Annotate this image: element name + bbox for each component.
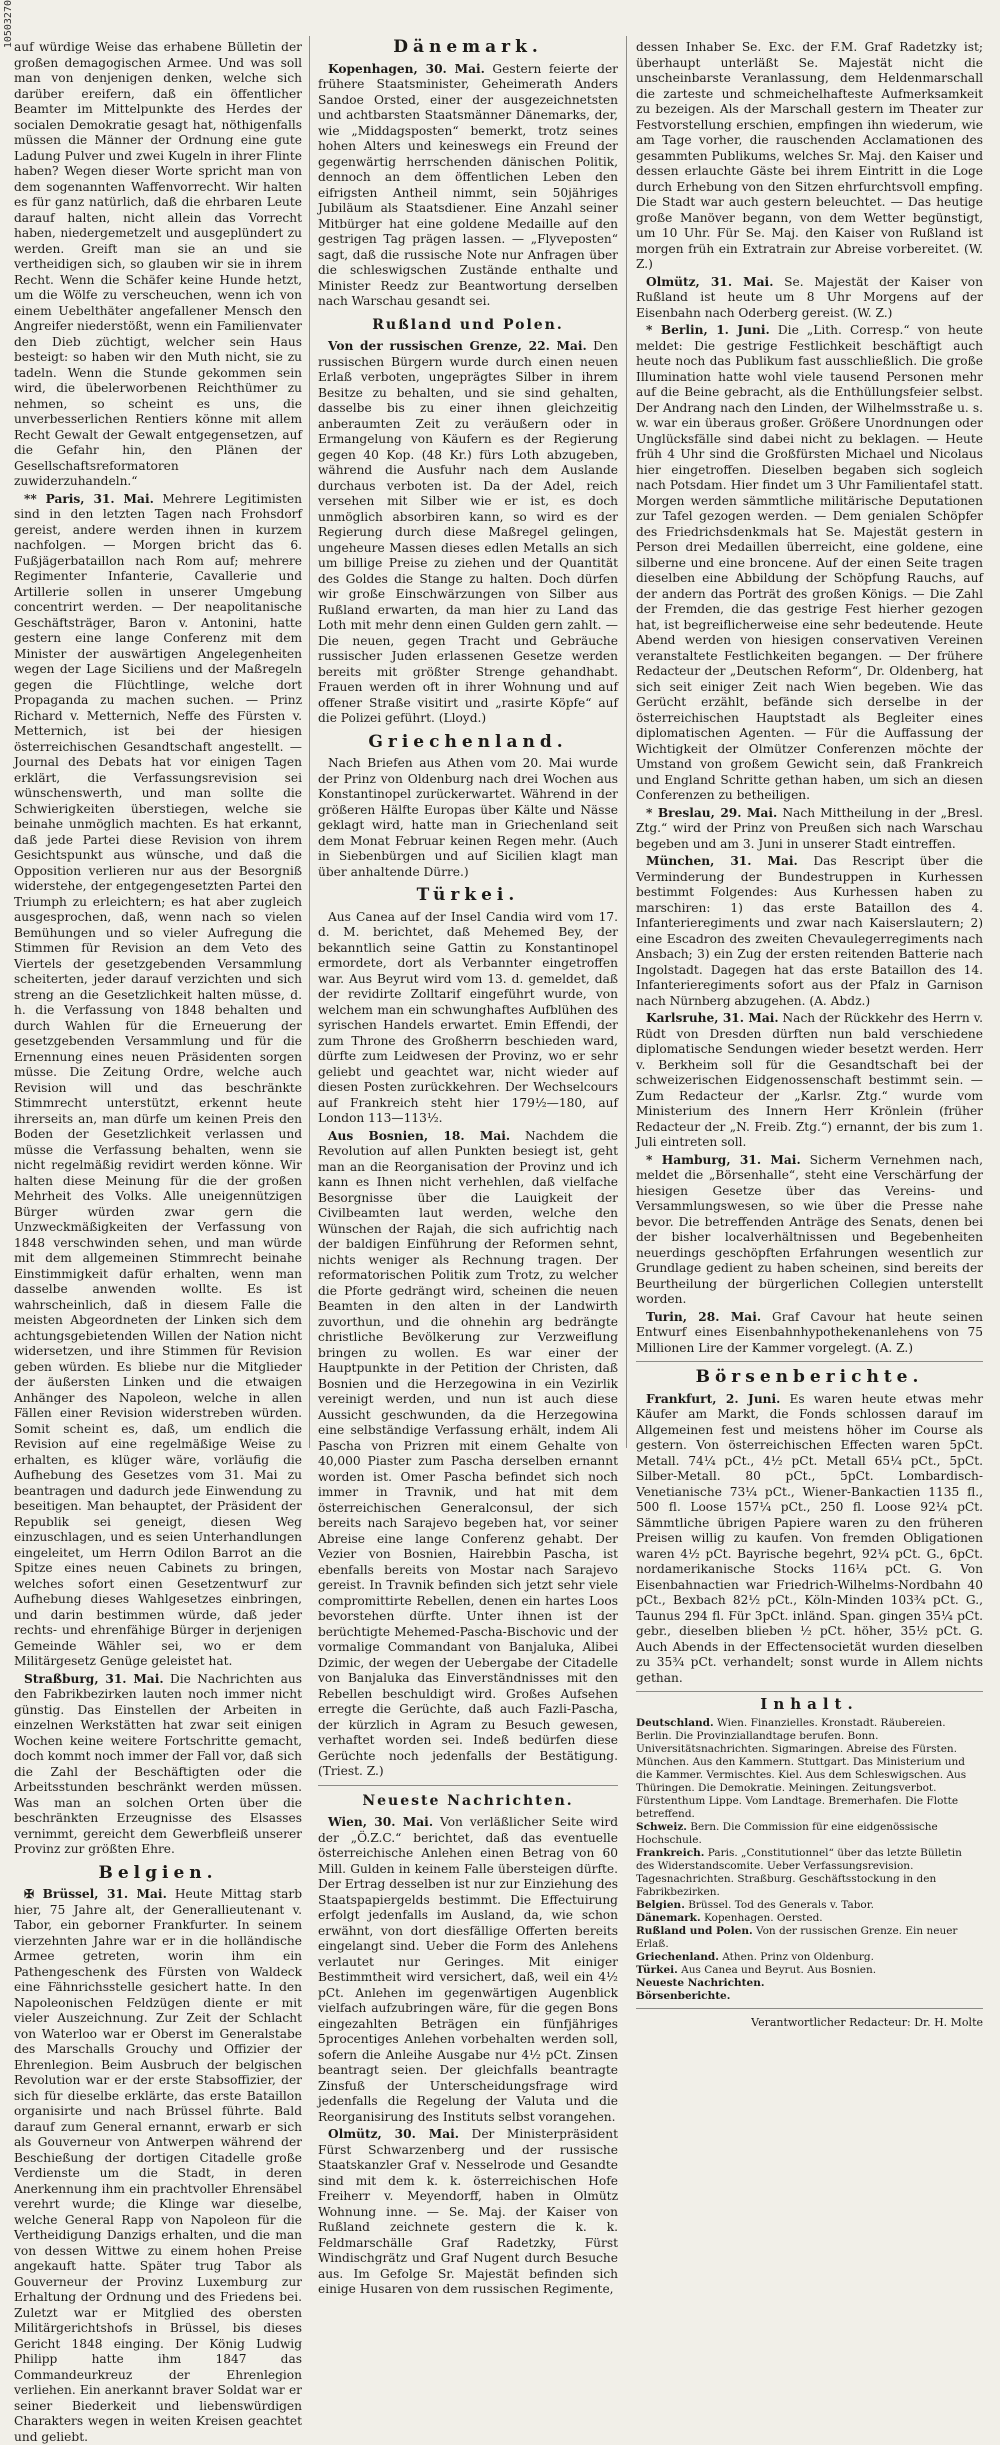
dateline: Frankfurt, 2. Juni. [646,1391,781,1406]
article-karlsruhe [636,1011,983,1151]
index-entry-text: Bern. Die Commission für eine eidgenössische Hochschule. [636,1820,938,1846]
dateline: Straßburg, 31. Mai. [24,1671,164,1686]
article-turin [636,1310,983,1357]
section-heading: Neueste Nachrichten. [362,1792,574,1809]
section-heading: Dänemark. [393,37,543,57]
index-entry [636,1990,983,2003]
article-text: Graf Cavour hat heute seinen Entwurf eines Eisenbahnhypothekenanlehens von 75 Millionen Lire der Kammer vorgelegt. (A. Z.) [636,1309,984,1355]
editor-signature: Verantwortlicher Redacteur: Dr. H. Molte [751,2015,983,2029]
dateline: Olmütz, 30. Mai. [328,2127,460,2141]
article-text: Die „Lith. Corresp.“ von heute meldet: Die gestrige Festlichkeit beschäftigt auch heute noch das Publikum fast ausschließlich. Die große Illumination hatte wohl viele tausend Personen mehr auf die Beine gebracht, als die Enthüllungsfeier selbst. Der Andrang nach den Linden, der Wilhelmsstraße u. s. w. war ein überaus großer. Größere Unordnungen oder Unglücksfälle sind dabei nicht zu beklagen. — Heute früh 4 Uhr sind die Großfürsten Michael und Nicolaus hier eingetroffen. Dieselben begaben sich sogleich nach Potsdam. Hier findet um 3 Uhr Familientafel statt. Morgen werden sämmtliche militärische Deputationen zur Tafel gezogen werden. — Dem genialen Schöpfer des Friedrichsdenkmals hat Se. Majestät gestern in Person drei Medaillen überreicht, eine goldene, eine silberne und eine broncene. Auf der einen Seite tragen dieselben eine Abbildung der Schöpfung Rauchs, auf der andern das Porträt des großen Königs. — Die Zahl der Fremden, die das gestrige Fest hierher gezogen hat, ist begreiflicherweise eine sehr bedeutende. Heute Abend werden von hiesigen conservativen Vereinen veranstaltete Festlichkeiten begangen. — Der frühere Redacteur der „Deutschen Reform“, Dr. Oldenberg, hat sich seit einiger Zeit nach Wien begeben. Wie das Gerücht erzählt, befände sich derselbe in der österreichischen Hauptstadt als Begleiter eines diplomatischen Agenten. — Für die Auffassung der Wichtigkeit der Olmützer Conferenzen möchte der Umstand von großem Gewicht sein, daß Frankreich und England Schritte gethan haben, um sich an diesen Conferenzen zu betheiligen. [636,323,983,802]
section-heading: Rußland und Polen. [372,316,564,333]
article-kopenhagen [318,62,618,310]
dateline: Turin, 28. Mai. [646,1309,762,1324]
column-rule [626,36,627,1448]
article-text: Der Ministerpräsident Fürst Schwarzenberg und der russische Staatskanzler Graf v. Nesselrode und Gesandte sind mit dem k. k. österreichischen Hofe Freiherr v. Meyendorff, haben in Olmütz Wohnung inne. — Se. Maj. der Kaiser von Rußland zeichnete gestern die k. k. Feldmarschälle Graf Radetzky, Fürst Windischgrätz und Graf Nugent durch Besuche aus. Im Gefolge Sr. Majestät befinden sich einige Husaren von dem russischen Regimente, [318,2127,618,2296]
article-text: Nach Mittheilung in der „Bresl. Ztg.“ wird der Prinz von Preußen sich nach Warschau begeben und am 3. Juni in unserer Stadt eintreffen. [636,805,983,851]
article-breslau [636,806,983,853]
dateline: Wien, 30. Mai. [328,1815,434,1829]
index-entry [636,1925,983,1951]
article-text: Von verläßlicher Seite wird der „Ö.Z.C.“ berichtet, daß das eventuelle österreichische Anlehen einen Betrag von 60 Mill. Gulden in keinem Falle übersteigen dürfte. Der Ertrag desselben ist nur zur Einziehung des Staatspapiergelds bestimmt. Die Effectuirung erfolgt jedenfalls im Ausland, da, wie schon erwähnt, von dort diesfällige Offerten bereits eingelangt sind. Ueber die Form des Anlehens verlautet nur Geringes. Mit einiger Bestimmtheit wird versichert, daß, weil ein 4½ pCt. Anlehen im gegenwärtigen Augenblick vielfach aufzubringen wäre, für die gegen Bons eingezahlten Beträgen ein fünfjähriges 5procentiges Anlehen vorbehalten werden soll, sofern die Anleihe Ausgabe nur 4½ pCt. Zinsen beantragt seien. Der gleichfalls beantragte Zinsfuß der Unterscheidungsfrage wird jedenfalls die Regelung der Valuta und die Reorganisirung des Instituts selbst vorangehen. [318,1815,618,2124]
index-entry-text: Athen. Prinz von Oldenburg. [718,1950,874,1963]
article-text: Das Rescript über die Verminderung der Bundestruppen in Kurhessen bestimmt Folgendes: Aus Kurhessen haben zu marschiren: 1) das erste Bataillon des 4. Infanterieregiments und zwar nach Kaiserslautern; 2) eine Escadron des zweiten Chevaulegerregiments nach Ansbach; 3) ein Zug der ersten reitenden Batterie nach Ingolstadt. Dagegen hat das erste Bataillon des 14. Infanterieregiments sofort aus der Pfalz in Garnison nach Nürnberg abzugehen. (A. Abdz.) [636,854,983,1008]
dateline: * Hamburg, 31. Mai. [646,1152,801,1167]
article-text: Sicherm Vernehmen nach, meldet die „Börsenhalle“, steht eine Verschärfung der hiesigen Gesetze über das Vereins- und Versammlungswesen, so wie über die Presse nahe bevor. Die betreffenden Anträge des Senats, denen bei der bisher localverhältnissen und Begebenheiten neuerdings geschöpften Erfahrungen wesentlich zur Grundlage gedient zu haben scheinen, sind bereits der Beurtheilung der bürgerlichen Collegien unterstellt worden. [636,1152,983,1306]
index-entry-text: Aus Canea und Beyrut. Aus Bosnien. [677,1963,877,1976]
article-text: Se. Majestät der Kaiser von Rußland ist heute um 8 Uhr Morgens auf der Eisenbahn nach Oderberg gereist. (W. Z.) [636,274,983,320]
article-strassburg [14,1672,302,1858]
index-entry-text: Wien. Finanzielles. Kronstadt. Räubereien. Berlin. Die Provinziallandtage berufen. Bonn. Universitätsnachrichten. Sigmaringen. Abreise des Fürsten. München. Aus den Kammern. Stuttgart. Das Ministerium und die Kammer. Vermischtes. Kiel. Aus dem Schleswigschen. Aus Thüringen. Die Demokratie. Meiningen. Zeitungsverbot. Fürstenthum Lippe. Vom Landtage. Bremerhafen. Die Flotte betreffend. [636,1716,967,1820]
article-text: Heute Mittag starb hier, 75 Jahre alt, der Generallieutenant v. Tabor, ein geborner Frankfurter. In seinem vierzehnten Jahre war er in die holländische Armee getreten, worin ihm ein Pathengeschenk des Fürsten von Waldeck eine Fähnrichsstelle gesichert hatte. In den Napoleonischen Feldzügen diente er mit vieler Auszeichnung. Zur Zeit der Schlacht von Waterloo war er Oberst im Generalstabe des Marschalls Grouchy und Offizier der Ehrenlegion. Beim Ausbruch der belgischen Revolution war er der erste Stabsoffizier, der sich für dieselbe erklärte, das erste Bataillon organisirte und nach Brüssel führte. Bald darauf zum General ernannt, erwarb er sich als Gouverneur von Antwerpen während der Beschießung der dortigen Citadelle große Verdienste um die Stadt, in deren Anerkennung ihm ein prachtvoller Ehrensäbel verehrt wurde; die Klinge war dieselbe, welche General Rapp von Napoleon für die Vertheidigung Danzigs erhalten, und die man von dessen Wittwe zu einem hohen Preise angekauft hatte. Später trug Tabor als Gouverneur der Provinz Luxemburg zur Erhaltung der Ordnung und des Friedens bei. Zuletzt war er Mitglied des obersten Militärgerichtshofs in Brüssel, bis dieses Gericht 1848 einging. Der König Ludwig Philipp hatte ihm 1847 das Commandeurkreuz der Ehrenlegion verliehen. Ein anerkannt braver Soldat war er seiner Biederkeit und liebenswürdigen Charakters wegen in weiten Kreisen geachtet und geliebt. [14,1887,302,2444]
column-right [636,40,984,2029]
divider [636,2008,983,2009]
dateline: ✠ Brüssel, 31. Mai. [24,1887,167,1901]
dateline: * Berlin, 1. Juni. [646,323,770,337]
divider [318,1785,618,1786]
index-entry-country: Neueste Nachrichten. [636,1976,765,1989]
index-entry-text: Von der russischen Grenze. Ein neuer Erlaß. [636,1924,958,1950]
article-text: Gestern feierte der frühere Staatsminister, Geheimerath Anders Sandoe Orsted, einer der ausgezeichnetsten und achtbarsten Staatsmänner Dänemarks, der, wie „Middagsposten“ bemerkt, trotz seines hohen Alters und keineswegs ein Freund der gegenwärtig herrschenden dänischen Politik, dennoch an dem öffentlichen Leben den eifrigsten Antheil nimmt, sein 50jähriges Jubiläum als Staatsdiener. Eine Anzahl seiner Mitbürger hat eine goldene Medaille auf den gestrigen Tag prägen lassen. — „Flyveposten“ sagt, daß die russische Note nur Anfragen über die schleswigschen Zustände enthalte und Minister Reedz zur Beantwortung derselben nach Warschau gesandt sei. [318,61,618,308]
index-entry [636,1977,983,1990]
article-bruessel [14,1887,302,2445]
article-text: Nach der Rückkehr des Herrn v. Rüdt von Dresden dürften nun bald verschiedene diplomatische Sendungen wieder besetzt werden. Herr v. Berkheim soll für die Gesandtschaft bei der schweizerischen Eidgenossenschaft bestimmt sein. — Zum Redacteur der „Karlsr. Ztg.“ wurde vom Ministerium des Innern Herr Krönlein (früher Redacteur der „N. Freib. Ztg.“) ernannt, der bis zum 1. Juli eintreten soll. [636,1011,983,1149]
index-entry-text: Paris. „Constitutionnel“ über das letzte Bülletin des Widerstandscomite. Ueber Verfassungsrevision. Tagesnachrichten. Straßburg. Geschäftsstockung in den Fabrikbezirken. [636,1846,962,1898]
article-text: Nach Briefen aus Athen vom 20. Mai wurde der Prinz von Oldenburg nach drei Wochen aus Konstantinopel zurückerwartet. Während in der größeren Hälfte Europas über Kälte und Nässe geklagt wird, hatte man in Griechenland seit dem Monat Februar keinen Regen mehr. (Auch in Siebenbürgen und auf Sicilien klagt man über anhaltende Dürre.) [318,756,618,879]
article-paris [14,492,302,1670]
dateline: Aus Bosnien, 18. Mai. [328,1128,511,1143]
article-olmuetz [318,2127,618,2298]
column-rule [309,36,310,1448]
article-text: auf würdige Weise das erhabene Bülletin der großen demagogischen Armee. Und was soll man von denjenigen denken, welche sich darüber ereifern, daß ein öffentlicher Beamter im Mittelpunkte des Herdes der socialen Demokratie gesagt hat, nöthigenfalls müssen die Männer der Ordnung eine gute Ladung Pulver und zwei Kugeln in ihrer Flinte haben? Wegen dieser Worte spricht man von dem sogenannten Waffenvorrecht. Wir halten es für ganz natürlich, daß die ehrbaren Leute darauf halten, nicht allein das Vorrecht haben, niedergemetzelt und ausgeplündert zu werden. Greift man sie an und sie vertheidigen sich, so glauben wir sie in ihrem Recht. Wenn die Schäfer keine Hunde hetzt, um die Wölfe zu verscheuchen, wenn ich von einem Uebelthäter angefallener Mensch den Angreifer niederstößt, wenn ein Familienvater den Dieb züchtigt, welcher sein Haus besteigt: so haben wir den Muth nicht, sie zu tadeln. Wenn die Stunde gekommen sein wird, die übelerworbenen Reichthümer zu nehmen, so scheint es uns, die unverbesserlichen Rentiers könne mit allem Recht Gewalt der Gewalt entgegensetzen, auf die Gefahr hin, den Plänen der Gesellschaftsreformatoren zuwiderzuhandeln.“ [14,40,302,488]
index-entry [636,1912,983,1925]
dateline: Von der russischen Grenze, 22. Mai. [328,339,587,353]
index-entry [636,1899,983,1912]
index-entry-country: Dänemark. [636,1911,701,1924]
dateline: ** Paris, 31. Mai. [24,491,154,506]
index-entry [636,1847,983,1899]
column-middle [318,37,619,2296]
index-entry-country: Türkei. [636,1963,678,1976]
dateline: Kopenhagen, 30. Mai. [328,61,485,76]
dateline: München, 31. Mai. [646,854,798,868]
article-text: Es waren heute etwas mehr Käufer am Markt, die Fonds schlossen darauf im Allgemeinen fest und meistens höher im Course als gestern. Von österreichischen Effecten waren 5pCt. Metall. 74¼ pCt., 4½ pCt. Metall 65¼ pCt., 5pCt. Silber-Metall. 80 pCt., 5pCt. Lombardisch-Venetianische 73¼ pCt., Wiener-Bankactien 1135 fl., 500 fl. Loose 157¼ pCt., 250 fl. Loose 92¼ pCt. Sämmtliche übrigen Papiere waren zu den früheren Preisen willig zu kaufen. Von fremden Obligationen waren 4½ pCt. Bayrische begehrt, 92¼ pCt. G., 6pCt. nordamerikanische Stocks 116¼ pCt. G. Von Eisenbahnactien war Friedrich-Wilhelms-Nordbahn 40 pCt., Bexbach 82½ pCt., Köln-Minden 103¾ pCt. G., Taunus 294 fl. Für 3pCt. inländ. Span. gingen 35¼ pCt. gebr., dieselben blieben ½ pCt. höher, 35½ pCt. G. Auch Abends in der Effectensocietät wurden dieselben zu 35¾ pCt. verhandelt; sonst wurde in Allem nichts gethan. [636,1391,984,1685]
dateline: Karlsruhe, 31. Mai. [646,1011,779,1025]
dateline: Olmütz, 31. Mai. [646,274,774,289]
index-entry-country: Schweiz. [636,1820,687,1833]
article-hamburg [636,1153,983,1308]
article-olmuetz-31 [636,275,983,322]
article-text: Mehrere Legitimisten sind in den letzten Tagen nach Frohsdorf gereist, andere werden ihnen in kurzem nachfolgen. — Morgen bricht das 6. Fußjägerbataillon nach Rom auf; mehrere Regimenter Infanterie, Cavallerie und Artillerie sollen in unserer Umgebung concentrirt werden. — Der neapolitanische Geschäftsträger, Baron v. Antonini, hatte gestern eine lange Conferenz mit dem Minister der auswärtigen Angelegenheiten wegen der Lage Siciliens und der Maßregeln gegen die Flüchtlinge, welche dort Propaganda zu machen suchen. — Prinz Richard v. Metternich, Neffe des Fürsten v. Metternich, ist bei der hiesigen österreichischen Gesandtschaft angestellt. — Journal des Debats hat vor einigen Tagen erklärt, die Verfassungsrevision sei wünschenswerth, und man sollte die Schwierigkeiten überstiegen, welche sie beinahe unmöglich machten. Es hat erkannt, daß jede Partei diese Revision von ihrem Gesichtspunkt aus wünsche, und daß die Opposition verlieren nur aus der Besorgniß widerstehe, der entgegengesetzten Partei den Triumph zu erleichtern; es hat aber zugleich ausgesprochen, daß, wenn nach so vielen Bemühungen und so vieler Aufregung die Stimmen für Revision an dem Veto des Viertels der gesetzgebenden Versammlung scheiterten, jeder darauf verzichten und sich streng an die Gesetzlichkeit halten müsse, d. h. die Verfassung von 1848 behalten und durch Wahlen für die Erneuerung der gesetzgebenden Versammlung und für die Ernennung eines neuen Präsidenten sorgen müsse. Die Zeitung Ordre, welche auch Revision will und das beschränkte Stimmrecht unterstützt, erkennt heute ihrerseits an, man dürfe um keinen Preis den Boden der Gesetzlichkeit verlassen und müsse die Verfassung behalten, wenn sie nicht regelmäßig revidirt werden könne. Wir halten diese Meinung für die der großen Mehrheit des Volks. Alle uneigennützigen Bürger würden zwar gern die Unzweckmäßigkeiten der Verfassung von 1848 verschwinden sehen, und man würde mit dem allgemeinen Stimmrecht beinahe Einstimmigkeit dafür erhalten, wenn man dasselbe anwenden wollte. Es ist wahrscheinlich, daß in diesem Falle die meisten Abgeordneten der Linken sich dem achtungsgebietenden Willen der Nation nicht widersetzen, und ihre Stimmen für Revision geben würden. Es bliebe nur die Mitglieder der äußersten Linken und die etwaigen Anhänger des Napoleon, welche in allen Fällen einer Revision widerstreben würden. Somit scheint es, daß, um endlich die Revision auf eine regelmäßige Weise zu erhalten, es klüger wäre, vorläufig die Aufhebung des Gesetzes vom 31. Mai zu beantragen und dadurch jede Einwendung zu beseitigen. Man behauptet, der Präsident der Republik sei geneigt, diesen Weg einzuschlagen, und es seien Unterhandlungen eingeleitet, um Herrn Odilon Barrot an die Spitze eines neuen Cabinets zu bringen, welches sofort einen Gesetzentwurf zur Aufhebung dieses Wahlgesetzes einbringen, und darin bestimmen würde, daß jeder rechts- und ehrenfähige Bürger in derjenigen Gemeinde Wähler sei, wo er dem Militärgesetz Genüge geleistet hat. [14,491,302,1668]
index-entry [636,1964,983,1977]
index-entry-country: Rußland und Polen. [636,1924,753,1937]
index-entry-country: Deutschland. [636,1716,714,1729]
index-entry-text: Kopenhagen. Oersted. [700,1911,823,1924]
article-berlin [636,323,983,804]
divider [636,1361,983,1362]
index-entry-text: Brüssel. Tod des Generals v. Tabor. [684,1898,874,1911]
dateline: * Breslau, 29. Mai. [646,805,778,820]
index-entry [636,1821,983,1847]
article-muenchen [636,854,983,1009]
article-text: Den russischen Bürgern wurde durch einen neuen Erlaß verboten, ungeprägtes Silber in ihrem Besitze zu behalten, und sie sind gehalten, dasselbe bis zu einer ihnen gleichzeitig anberaumten Zeit zu veräußern oder in Ermangelung von Käufern es der Regierung gegen 40 Kop. (48 Kr.) fürs Loth abzugeben, während die Ausfuhr nach dem Auslande durchaus verboten ist. Da der Adel, reich versehen mit Silber wie er ist, es doch unmöglich absorbiren kann, so wird es der Regierung durch diese Maßregel gelingen, ungeheure Massen dieses edlen Metalls an sich um billige Preise zu ziehen und der Quantität des Goldes die Stange zu halten. Doch dürfen wir große Einschwärzungen von Silber aus Rußland erwarten, da man hier zu Land das Loth mit mehr denn einen Gulden gern zahlt. — Die neuen, gegen Tracht und Gebräuche russischer Juden erlassenen Gesetze werden bereits mit größter Strenge gehandhabt. Frauen werden oft in ihrer Wohnung und auf offener Straße visitirt und „rasirte Köpfe“ auf die Polizei geführt. (Lloyd.) [318,339,618,725]
index-entry-country: Belgien. [636,1898,685,1911]
section-heading: Türkei. [416,885,520,905]
index-entry-country: Griechenland. [636,1950,719,1963]
archive-stamp: 10503270 [3,0,14,49]
article-grenze [318,339,618,727]
index-entry-country: Börsenberichte. [636,1989,731,2002]
article-frankfurt [636,1392,983,1687]
index-entry [636,1717,983,1821]
column-left [14,40,302,2444]
section-heading: Griechenland. [368,731,568,752]
article-text: Die Nachrichten aus den Fabrikbezirken lauten noch immer nicht günstig. Das Einstellen der Arbeiten in einzelnen Werkstätten hat zwar seit einigen Wochen keine weitere Fortschritte gemacht, doch kommt noch immer der Fall vor, daß sich die Zahl der Beschäftigten oder die Arbeitsstunden beschränkt werden müssen. Was man an solchen Orten über die beschränkten Erzeugnisse des Elsasses vernimmt, gereicht dem Gewerbfleiß unserer Provinz zur größten Ehre. [14,1671,302,1856]
index-entry [636,1951,983,1964]
index-entry-country: Frankreich. [636,1846,705,1859]
divider [636,1691,983,1692]
article-text: Aus Canea auf der Insel Candia wird vom 17. d. M. berichtet, daß Mehemed Bey, der bekanntlich seine Gattin zu Konstantinopel ermordete, dort als Verbannter eingetroffen war. Aus Beyrut wird vom 13. d. gemeldet, daß der revidirte Zolltarif eingeführt wurde, von welchem man ein schwunghaftes Aufblühen des syrischen Handels erwartet. Emin Effendi, der zum Throne des Großherrn beschieden ward, dürfte zum Leidwesen der Provinz, wo er sehr geliebt und geachtet war, nicht wieder auf diesen Posten zurückkehren. Der Wechselcours auf Frankreich steht hier 179½—180, auf London 113—113½. [318,909,618,1125]
article-wien [318,1815,618,2125]
article-bosnien [318,1129,618,1780]
section-heading: Börsenberichte. [695,1367,924,1387]
article-text: Nachdem die Revolution auf allen Punkten besiegt ist, geht man an die Reorganisation der Provinz und ich kann es Ihnen nicht verhehlen, daß vielfache Besorgnisse über die Lauigkeit der Civilbeamten laut werden, welche den Wünschen der Rajah, die sich aufrichtig nach der baldigen Einführung der Reformen sehnt, nichts weniger als Rechnung tragen. Der reformatorischen Politik zum Trotz, zu welcher die Pforte gedrängt wird, scheinen die neuen Beamten in den alten in der Landwirth zuvorthun, und die ohnehin arg bedrängte christliche Bevölkerung zur Verzweiflung bringen zu wollen. Es war einer der Hauptpunkte in der Petition der Christen, daß Bosnien und die Herzegowina in ein Vezirlik vereinigt werden, und nun ist auch diese Aussicht geschwunden, da die Herzegowina eine selbständige Verfassung erhält, indem Ali Pascha von Prizren mit einem Gehalte von 40,000 Piaster zum Pascha derselben ernannt worden ist. Omer Pascha befindet sich noch immer in Travnik, und hat mit dem österreichischen Generalconsul, der sich bereits nach Sarajevo begeben hat, vor seiner Abreise eine lange Conferenz gehabt. Der Vezier von Bosnien, Hairebbin Pascha, ist ebenfalls bereits von Mostar nach Sarajevo gereist. In Travnik befinden sich jetzt sehr viele compromittirte Rebellen, denen ein hartes Loos bevorstehen dürfte. Unter ihnen ist der berüchtigte Mehemed-Pascha-Bischovic und der vormalige Commandant von Banjaluka, Alibei Dzimic, der wegen der Uebergabe der Citadelle von Banjaluka das Einverständnisses mit den Rebellen beschuldigt wird. Großes Aufsehen erregte die Gerüchte, daß auch Fazli-Pascha, der kürzlich in Agram zu Besuch gewesen, verhaftet worden sei. Indeß bedürfen diese Gerüchte noch jedenfalls der Bestätigung. (Triest. Z.) [318,1128,619,1778]
index-heading: Inhalt. [760,1695,859,1713]
article-text: dessen Inhaber Se. Exc. der F.M. Graf Radetzky ist; überhaupt unterläßt Se. Majestät nicht die unscheinbarste Veranlassung, dem Heldenmarschall die zarteste und schmeichelhafteste Aufmerksamkeit zu bezeigen. Als der Marschall gestern im Theater zur Festvorstellung erschien, empfingen ihn wiederum, wie am Tage vorher, die rauschenden Acclamationen des gesammten Publikums, welches Sr. Maj. den Kaiser und dessen erlauchte Gäste bei ihrem Eintritt in die Loge durch Erhebung von den Sitzen ehrfurchtsvoll empfing. Die Stadt war auch gestern beleuchtet. — Das heutige große Manöver begann, von dem Wetter begünstigt, um 10 Uhr. Für Se. Maj. den Kaiser von Rußland ist morgen früh ein Extratrain zur Abreise vorbereitet. (W. Z.) [636,40,984,271]
index-list [636,1717,983,2003]
section-heading: Belgien. [98,1862,218,1883]
